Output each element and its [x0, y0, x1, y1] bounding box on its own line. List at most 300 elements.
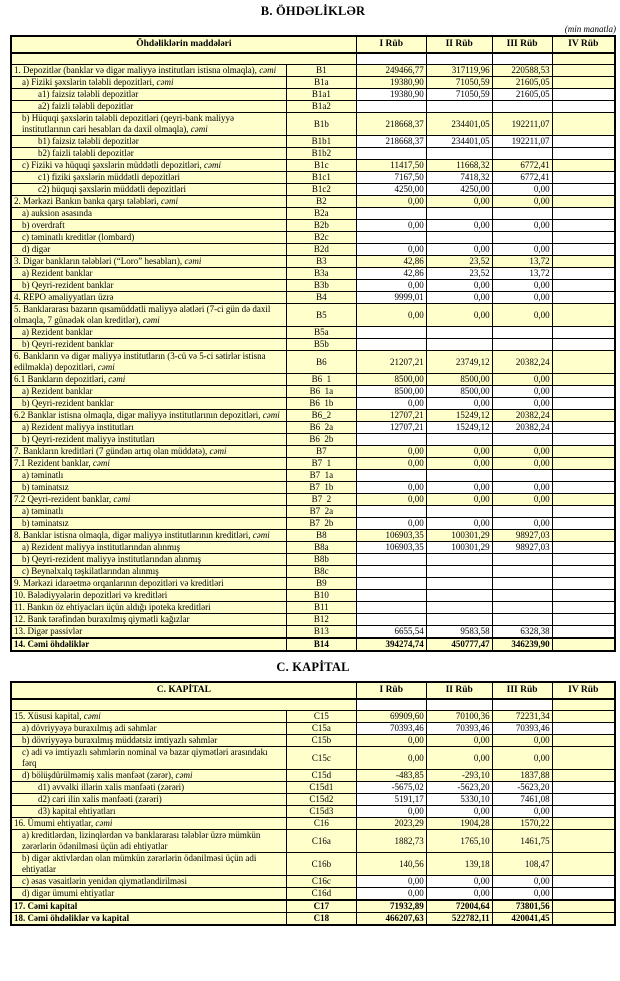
table-row: [11, 422, 615, 434]
q4-cell: [552, 89, 615, 101]
q1-cell: 218668,37: [356, 136, 426, 148]
row-label: a) dövriyyəyə buraxılmış adi səhmlər: [22, 723, 157, 733]
row-code-cell: C15: [286, 711, 356, 723]
q4-cell: [552, 888, 615, 901]
q4-cell: [552, 172, 615, 184]
unit-note: (min manatla): [564, 24, 616, 34]
row-label-cell: [11, 747, 286, 770]
table-row: [11, 602, 615, 614]
row-label: 4. REPO əməliyyatları üzrə: [14, 292, 114, 302]
q1-cell: [356, 590, 426, 602]
q1-cell: [356, 554, 426, 566]
row-code-cell: B7 1b: [286, 482, 356, 494]
spacer-row: [11, 53, 615, 65]
q2-cell: 0,00: [426, 518, 492, 530]
row-label-cell: [11, 494, 286, 506]
row-label-cell: [11, 65, 286, 77]
section-c-title: C. KAPİTAL: [276, 660, 350, 674]
row-label: 6.1 Bankların depozitləri,: [14, 374, 106, 384]
q2-cell: 0,00: [426, 398, 492, 410]
q1-cell: 70393,46: [356, 723, 426, 735]
q1-cell: [356, 699, 426, 711]
row-label-cell: [11, 327, 286, 339]
row-code-cell: C15c: [286, 747, 356, 770]
q3-cell: [492, 590, 552, 602]
row-label: a) kreditlərdən, lizinqlərdən və banklararası tələblər üzrə mümkün zərərlərin ödənilməsi üçün adi ehtiyatlar: [22, 830, 261, 851]
q1-cell: 0,00: [356, 196, 426, 208]
q4-cell: [552, 327, 615, 339]
header-label-cell: Öhdəliklərin maddələri: [11, 36, 356, 53]
row-label: a) Rezident maliyyə institutları: [22, 422, 134, 432]
q2-cell: 0,00: [426, 458, 492, 470]
row-code-cell: B5b: [286, 339, 356, 351]
row-label-cell: [11, 590, 286, 602]
row-label-italic: cəmi: [256, 65, 277, 75]
row-code-cell: C16d: [286, 888, 356, 901]
q3-cell: 98927,03: [492, 530, 552, 542]
table-row: [11, 888, 615, 901]
q4-cell: [552, 446, 615, 458]
row-code-cell: B7 2a: [286, 506, 356, 518]
q2-cell: [426, 470, 492, 482]
row-label-italic: cəmi: [201, 160, 221, 170]
q2-cell: 0,00: [426, 482, 492, 494]
q3-cell: [492, 148, 552, 160]
q2-cell: 71050,59: [426, 77, 492, 89]
q4-cell: [552, 602, 615, 614]
row-code-cell: B12: [286, 614, 356, 626]
row-code-cell: B3: [286, 256, 356, 268]
q2-cell: [426, 148, 492, 160]
row-label-italic: cəmi: [154, 77, 174, 87]
row-label-cell: [11, 184, 286, 196]
row-code-cell: B2c: [286, 232, 356, 244]
q3-cell: 1461,75: [492, 830, 552, 853]
row-label-cell: [11, 711, 286, 723]
row-label: a) auksion əsasında: [22, 208, 92, 218]
q4-cell: [552, 566, 615, 578]
row-label-cell: [11, 626, 286, 639]
row-label-cell: [11, 818, 286, 830]
row-label-cell: [11, 578, 286, 590]
row-label-cell: [11, 101, 286, 113]
row-label-cell: [11, 900, 286, 913]
q1-cell: [356, 339, 426, 351]
q1-cell: 71932,89: [356, 900, 426, 913]
q2-cell: 70100,36: [426, 711, 492, 723]
row-label: 7.1 Rezident banklar,: [14, 458, 91, 468]
table-row: [11, 292, 615, 304]
q3-cell: 20382,24: [492, 410, 552, 422]
q2-cell: 8500,00: [426, 386, 492, 398]
q2-cell: 0,00: [426, 244, 492, 256]
row-code-cell: B6 1a: [286, 386, 356, 398]
row-label-cell: [11, 876, 286, 888]
q4-cell: [552, 232, 615, 244]
q3-cell: 6772,41: [492, 172, 552, 184]
q3-cell: 0,00: [492, 518, 552, 530]
row-code-cell: B3b: [286, 280, 356, 292]
q1-cell: 0,00: [356, 304, 426, 327]
q1-cell: 2023,29: [356, 818, 426, 830]
row-code-cell: B7 2b: [286, 518, 356, 530]
q4-cell: [552, 244, 615, 256]
q4-cell: [552, 339, 615, 351]
q1-cell: 42,86: [356, 256, 426, 268]
q2-cell: -5623,20: [426, 782, 492, 794]
row-label-italic: cəmi: [260, 410, 280, 420]
q4-cell: [552, 494, 615, 506]
row-label: c) təminatlı kreditlər (lombard): [22, 232, 135, 242]
q4-cell: [552, 806, 615, 818]
q3-cell: [492, 602, 552, 614]
table-row: [11, 711, 615, 723]
row-label-cell: [11, 148, 286, 160]
q4-cell: [552, 699, 615, 711]
table-row: [11, 220, 615, 232]
q3-cell: 6328,38: [492, 626, 552, 639]
q3-cell: 20382,24: [492, 351, 552, 374]
row-code-cell: B1c: [286, 160, 356, 172]
q4-cell: [552, 256, 615, 268]
q1-cell: -5675,02: [356, 782, 426, 794]
q4-cell: [552, 830, 615, 853]
q2-cell: 234401,05: [426, 113, 492, 136]
row-label: b1) faizsiz tələbli depozitlər: [38, 136, 139, 146]
q2-cell: 139,18: [426, 853, 492, 876]
row-label-cell: [11, 614, 286, 626]
row-label-cell: [11, 446, 286, 458]
row-label-italic: cəmi: [81, 711, 101, 721]
row-label-cell: [11, 196, 286, 208]
row-code-cell: C16c: [286, 876, 356, 888]
row-label-cell: [11, 888, 286, 901]
q4-cell: [552, 422, 615, 434]
q3-cell: 0,00: [492, 446, 552, 458]
q4-cell: [552, 614, 615, 626]
q4-cell: [552, 53, 615, 65]
q3-cell: 0,00: [492, 494, 552, 506]
row-label: 11. Bankın öz ehtiyacları üçün aldığı ipoteka kreditləri: [14, 602, 211, 612]
q4-cell: [552, 723, 615, 735]
row-label: a) Fiziki şəxslərin tələbli depozitləri,: [22, 77, 155, 87]
table-row: [11, 172, 615, 184]
q1-cell: 7167,50: [356, 172, 426, 184]
row-code-cell: B1c1: [286, 172, 356, 184]
q1-cell: 0,00: [356, 280, 426, 292]
q3-cell: 0,00: [492, 374, 552, 386]
row-code-cell: B1b2: [286, 148, 356, 160]
q4-cell: [552, 184, 615, 196]
row-label: d3) kapital ehtiyatları: [38, 806, 116, 816]
q2-cell: [426, 53, 492, 65]
q3-cell: [492, 699, 552, 711]
capital-table: [10, 681, 616, 926]
q1-cell: 249466,77: [356, 65, 426, 77]
q4-cell: [552, 77, 615, 89]
row-label-cell: [11, 351, 286, 374]
header-q3-cell: III Rüb: [492, 682, 552, 699]
table-row: [11, 398, 615, 410]
q1-cell: [356, 101, 426, 113]
table-row: [11, 830, 615, 853]
q3-cell: 220588,53: [492, 65, 552, 77]
row-label: b) overdraft: [22, 220, 65, 230]
q2-cell: 15249,12: [426, 422, 492, 434]
q1-cell: 106903,35: [356, 530, 426, 542]
q2-cell: [426, 566, 492, 578]
row-label: d1) əvvəlki illərin xalis mənfəəti (zərəri): [38, 782, 185, 792]
q3-cell: 346239,90: [492, 638, 552, 651]
row-code-cell: B1b1: [286, 136, 356, 148]
q4-cell: [552, 913, 615, 926]
q4-cell: [552, 711, 615, 723]
table-row: [11, 590, 615, 602]
row-label: 17. Cəmi kapital: [14, 901, 78, 911]
row-label: 16. Ümumi ehtiyatlar,: [14, 818, 94, 828]
row-code-cell: B7 2: [286, 494, 356, 506]
q4-cell: [552, 542, 615, 554]
table-row: [11, 148, 615, 160]
row-label: a1) faizsiz tələbli depozitlər: [38, 89, 139, 99]
row-label: c) adi və imtiyazlı səhmlərin nominal və bazar qiymətləri arasındakı fərq: [22, 747, 268, 768]
table-row: [11, 626, 615, 639]
q2-cell: [426, 614, 492, 626]
q3-cell: 0,00: [492, 184, 552, 196]
q1-cell: [356, 327, 426, 339]
q2-cell: 72004,64: [426, 900, 492, 913]
q3-cell: 13,72: [492, 256, 552, 268]
q3-cell: 0,00: [492, 747, 552, 770]
row-label-cell: [11, 89, 286, 101]
table-row: [11, 770, 615, 782]
q4-cell: [552, 554, 615, 566]
table-row: [11, 244, 615, 256]
row-label: d) digər ümumi ehtiyatlar: [22, 888, 115, 898]
q1-cell: 0,00: [356, 806, 426, 818]
q3-cell: 0,00: [492, 876, 552, 888]
q4-cell: [552, 876, 615, 888]
q3-cell: [492, 208, 552, 220]
q3-cell: 20382,24: [492, 422, 552, 434]
q1-cell: 1882,73: [356, 830, 426, 853]
q3-cell: 0,00: [492, 196, 552, 208]
row-label-cell: [11, 458, 286, 470]
row-code-cell: B4: [286, 292, 356, 304]
row-code-cell: B1: [286, 65, 356, 77]
row-label-cell: [11, 723, 286, 735]
q1-cell: 0,00: [356, 482, 426, 494]
row-code-cell: B6 2b: [286, 434, 356, 446]
row-code-cell: B9: [286, 578, 356, 590]
q3-cell: 1570,22: [492, 818, 552, 830]
row-label: 7.2 Qeyri-rezident banklar,: [14, 494, 112, 504]
row-label-cell: [11, 853, 286, 876]
row-label-cell: [11, 113, 286, 136]
q4-cell: [552, 747, 615, 770]
row-label-cell: [11, 172, 286, 184]
q1-cell: 12707,21: [356, 410, 426, 422]
q1-cell: 0,00: [356, 747, 426, 770]
q4-cell: [552, 518, 615, 530]
q2-cell: 0,00: [426, 280, 492, 292]
row-label: b) Qeyri-rezident banklar: [22, 280, 114, 290]
q3-cell: 1837,88: [492, 770, 552, 782]
q1-cell: 0,00: [356, 244, 426, 256]
q2-cell: [426, 101, 492, 113]
row-label-cell: [11, 339, 286, 351]
q2-cell: 0,00: [426, 747, 492, 770]
q4-cell: [552, 770, 615, 782]
row-label-cell: [11, 699, 356, 711]
q4-cell: [552, 101, 615, 113]
q4-cell: [552, 458, 615, 470]
q4-cell: [552, 638, 615, 651]
q4-cell: [552, 794, 615, 806]
q2-cell: 23,52: [426, 268, 492, 280]
row-label-italic: cəmi: [188, 124, 208, 134]
q2-cell: 0,00: [426, 446, 492, 458]
q1-cell: [356, 434, 426, 446]
q4-cell: [552, 530, 615, 542]
row-label-cell: [11, 830, 286, 853]
row-label: 9. Mərkəzi idarəetmə orqanlarının depozitləri və kreditləri: [14, 578, 224, 588]
q4-cell: [552, 506, 615, 518]
row-code-cell: B8b: [286, 554, 356, 566]
q1-cell: 0,00: [356, 458, 426, 470]
row-label: a) Rezident banklar: [22, 386, 93, 396]
row-label-cell: [11, 410, 286, 422]
q2-cell: 71050,59: [426, 89, 492, 101]
q3-cell: [492, 578, 552, 590]
q1-cell: 4250,00: [356, 184, 426, 196]
header-q4-cell: IV Rüb: [552, 682, 615, 699]
q3-cell: 192211,07: [492, 136, 552, 148]
row-code-cell: B11: [286, 602, 356, 614]
q2-cell: [426, 339, 492, 351]
q3-cell: 108,47: [492, 853, 552, 876]
row-label: d) bölüşdürülməmiş xalis mənfəət (zərər),: [22, 770, 174, 780]
q4-cell: [552, 818, 615, 830]
header-q1-cell: I Rüb: [356, 682, 426, 699]
row-label: c2) hüquqi şəxslərin müddətli depozitləri: [38, 184, 186, 194]
row-label-cell: [11, 136, 286, 148]
table-row: [11, 530, 615, 542]
q3-cell: [492, 327, 552, 339]
row-code-cell: C18: [286, 913, 356, 926]
q2-cell: 70393,46: [426, 723, 492, 735]
row-label-cell: [11, 913, 286, 926]
liabilities-table-body: [11, 53, 615, 651]
liabilities-table: [10, 35, 616, 652]
q3-cell: 0,00: [492, 386, 552, 398]
header-q2-cell: II Rüb: [426, 682, 492, 699]
q2-cell: [426, 434, 492, 446]
q3-cell: -5623,20: [492, 782, 552, 794]
q2-cell: 522782,11: [426, 913, 492, 926]
row-label: b) Qeyri-rezident banklar: [22, 339, 114, 349]
row-label: c) Beynəlxalq təşkilatlarından alınmış: [22, 566, 159, 576]
table-row: [11, 374, 615, 386]
row-label-cell: [11, 482, 286, 494]
spacer-row: [11, 699, 615, 711]
row-label-cell: [11, 735, 286, 747]
q2-cell: [426, 554, 492, 566]
capital-header-row: [11, 682, 615, 699]
table-row: [11, 806, 615, 818]
report-page: [10, 0, 616, 926]
row-code-cell: C16: [286, 818, 356, 830]
table-row: [11, 89, 615, 101]
table-row: [11, 113, 615, 136]
q3-cell: [492, 434, 552, 446]
q1-cell: 42,86: [356, 268, 426, 280]
q4-cell: [552, 304, 615, 327]
table-row: [11, 554, 615, 566]
row-code-cell: B7 1: [286, 458, 356, 470]
q1-cell: 12707,21: [356, 422, 426, 434]
row-code-cell: B2a: [286, 208, 356, 220]
row-label-cell: [11, 232, 286, 244]
row-label: a) Rezident banklar: [22, 268, 93, 278]
q1-cell: 0,00: [356, 220, 426, 232]
q3-cell: [492, 566, 552, 578]
q3-cell: 0,00: [492, 482, 552, 494]
q4-cell: [552, 113, 615, 136]
row-label: b) Qeyri-rezident banklar: [22, 398, 114, 408]
row-label: a) Rezident maliyyə institutlarından alınmış: [22, 542, 180, 552]
row-code-cell: B6: [286, 351, 356, 374]
q2-cell: [426, 327, 492, 339]
header-q4-cell: IV Rüb: [552, 36, 615, 53]
row-label: 2. Mərkəzi Bankın banka qarşı tələbləri,: [14, 196, 159, 206]
header-q3-cell: III Rüb: [492, 36, 552, 53]
row-label: c) əsas vəsaitlərin yenidən qiymətləndirilməsi: [22, 876, 187, 886]
q4-cell: [552, 578, 615, 590]
row-label-cell: [11, 518, 286, 530]
liabilities-header-row: [11, 36, 615, 53]
row-label-cell: [11, 386, 286, 398]
q1-cell: 106903,35: [356, 542, 426, 554]
row-label: 8. Banklar istisna olmaqla, digər maliyyə institutlarının kreditləri,: [14, 530, 251, 540]
q2-cell: 11668,32: [426, 160, 492, 172]
table-row: [11, 77, 615, 89]
row-label: 10. Bələdiyyələrin depozitləri və kreditləri: [14, 590, 168, 600]
q1-cell: [356, 208, 426, 220]
q1-cell: 218668,37: [356, 113, 426, 136]
row-label: d2) cari ilin xalis mənfəəti (zərəri): [38, 794, 162, 804]
q4-cell: [552, 136, 615, 148]
q3-cell: [492, 554, 552, 566]
table-row: [11, 386, 615, 398]
q2-cell: 0,00: [426, 876, 492, 888]
q1-cell: 0,00: [356, 446, 426, 458]
row-label: b2) faizli tələbli depozitlər: [38, 148, 134, 158]
q3-cell: 0,00: [492, 735, 552, 747]
q3-cell: 0,00: [492, 220, 552, 232]
q1-cell: 9999,01: [356, 292, 426, 304]
table-row: [11, 327, 615, 339]
q1-cell: 0,00: [356, 735, 426, 747]
q2-cell: 0,00: [426, 304, 492, 327]
table-row: [11, 876, 615, 888]
row-label-italic: cəmi: [173, 770, 193, 780]
table-row: [11, 723, 615, 735]
q2-cell: [426, 578, 492, 590]
q3-cell: [492, 614, 552, 626]
q3-cell: 0,00: [492, 458, 552, 470]
row-code-cell: C15b: [286, 735, 356, 747]
